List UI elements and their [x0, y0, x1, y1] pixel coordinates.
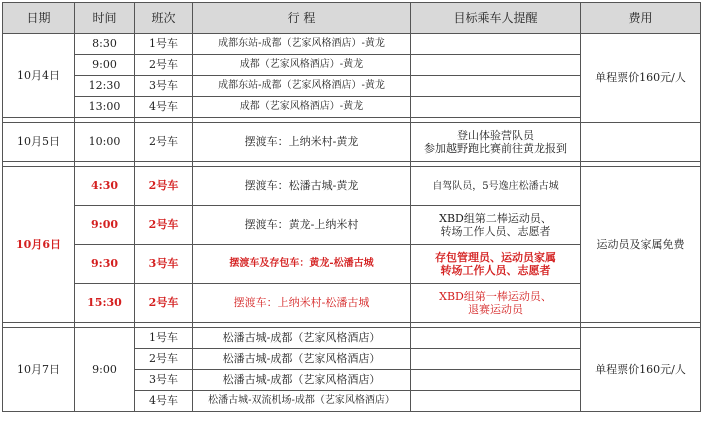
time-cell: 8:30: [75, 34, 135, 55]
remark-line: XBD组第一棒运动员、: [439, 290, 552, 303]
remark-line: 转场工作人员、志愿者: [440, 225, 551, 238]
remark-cell: [411, 370, 581, 391]
remark-line: XBD组第二棒运动员、: [439, 212, 552, 225]
table-row: [3, 167, 701, 206]
header-fee: 费用: [581, 3, 701, 34]
time-cell: 9:00: [75, 55, 135, 76]
remark-cell: [411, 391, 581, 412]
route-cell: 松潘古城-双流机场-成都（艺家风格酒店）: [193, 391, 411, 412]
bus-cell: 2号车: [135, 349, 193, 370]
bus-cell: 2号车: [135, 167, 193, 206]
header-time: 时间: [75, 3, 135, 34]
fee-cell-empty: [581, 123, 701, 162]
remark-cell: [411, 328, 581, 349]
time-cell: 9:00: [75, 328, 135, 412]
remark-line: 参加越野跑比赛前往黄龙报到: [424, 142, 567, 155]
bus-cell: 2号车: [135, 55, 193, 76]
date-cell: 10月7日: [3, 328, 75, 412]
table-row: [3, 328, 701, 349]
bus-cell: 1号车: [135, 34, 193, 55]
time-cell: 10:00: [75, 123, 135, 162]
bus-cell: 4号车: [135, 391, 193, 412]
fee-cell: 单程票价160元/人: [581, 328, 701, 412]
route-cell: 成都东站-成都（艺家风格酒店）-黄龙: [193, 76, 411, 97]
remark-cell: [411, 123, 581, 162]
route-cell: 摆渡车：黄龙-上纳米村: [193, 206, 411, 245]
remark-cell: [411, 34, 581, 55]
route-cell: 成都东站-成都（艺家风格酒店）-黄龙: [193, 34, 411, 55]
remark-cell: [411, 76, 581, 97]
bus-cell: 3号车: [135, 76, 193, 97]
route-cell: 成都（艺家风格酒店）-黄龙: [193, 97, 411, 118]
date-cell: 10月5日: [3, 123, 75, 162]
bus-cell: 3号车: [135, 245, 193, 284]
time-cell: 12:30: [75, 76, 135, 97]
remark-line: 退赛运动员: [468, 303, 523, 316]
bus-cell: 2号车: [135, 284, 193, 323]
route-cell: 松潘古城-成都（艺家风格酒店）: [193, 370, 411, 391]
time-cell: 13:00: [75, 97, 135, 118]
table-row: [3, 123, 701, 162]
remark-cell: [411, 349, 581, 370]
route-cell: 摆渡车：上纳米村-黄龙: [193, 123, 411, 162]
fee-cell: 运动员及家属免费: [581, 167, 701, 323]
fee-cell: 单程票价160元/人: [581, 34, 701, 123]
remark-cell: [411, 245, 581, 284]
time-cell: 9:30: [75, 245, 135, 284]
route-cell: 成都（艺家风格酒店）-黄龙: [193, 55, 411, 76]
bus-cell: 2号车: [135, 123, 193, 162]
remark-cell: [411, 167, 581, 206]
header-remark: 目标乘车人提醒: [411, 3, 581, 34]
header-route: 行 程: [193, 3, 411, 34]
header-bus: 班次: [135, 3, 193, 34]
time-cell: 9:00: [75, 206, 135, 245]
table-row: [3, 34, 701, 55]
bus-schedule-table: [2, 2, 701, 412]
date-cell: 10月6日: [3, 167, 75, 323]
route-cell: 松潘古城-成都（艺家风格酒店）: [193, 349, 411, 370]
remark-cell: [411, 284, 581, 323]
header-row: [3, 3, 701, 34]
bus-cell: 3号车: [135, 370, 193, 391]
remark-line: 转场工作人员、志愿者: [440, 264, 551, 277]
remark-line: 自驾队员，5号逸庄松潘古城: [432, 180, 559, 192]
remark-line: 存包管理员、运动员家属: [435, 251, 556, 264]
bus-cell: 2号车: [135, 206, 193, 245]
date-cell: 10月4日: [3, 34, 75, 118]
remark-cell: [411, 55, 581, 76]
route-cell: 摆渡车及存包车：黄龙-松潘古城: [193, 245, 411, 284]
remark-line: 登山体验营队员: [457, 129, 534, 142]
header-date: 日期: [3, 3, 75, 34]
bus-cell: 1号车: [135, 328, 193, 349]
bus-cell: 4号车: [135, 97, 193, 118]
time-cell: 4:30: [75, 167, 135, 206]
remark-cell: [411, 206, 581, 245]
time-cell: 15:30: [75, 284, 135, 323]
remark-cell: [411, 97, 581, 118]
route-cell: 摆渡车：上纳米村-松潘古城: [193, 284, 411, 323]
route-cell: 松潘古城-成都（艺家风格酒店）: [193, 328, 411, 349]
route-cell: 摆渡车：松潘古城-黄龙: [193, 167, 411, 206]
